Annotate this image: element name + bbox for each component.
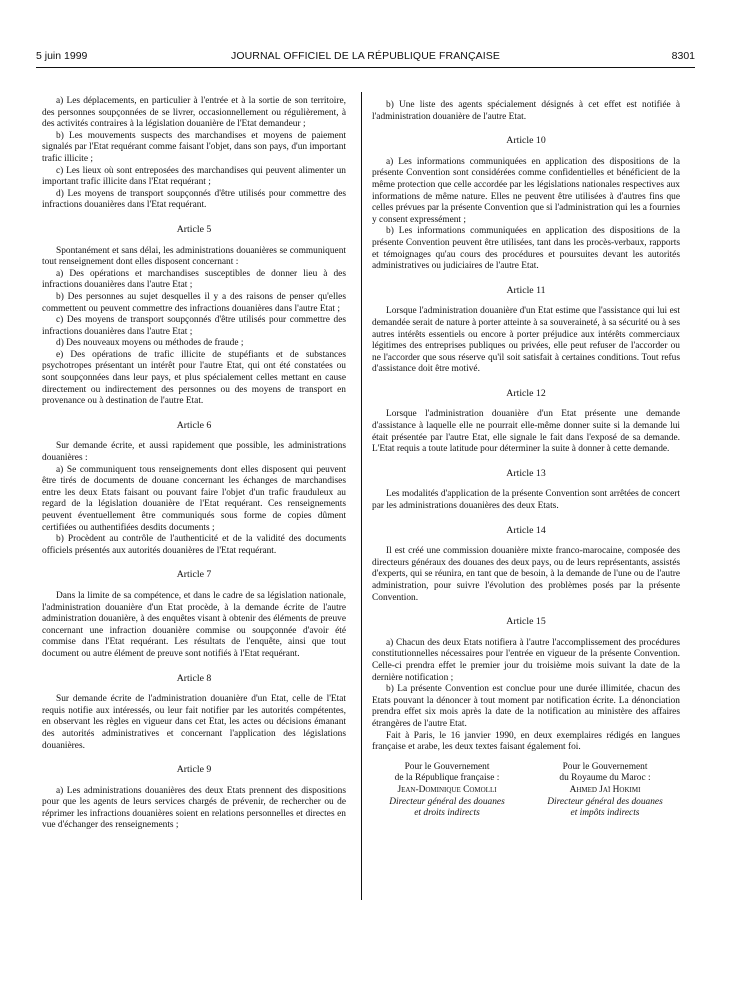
signature-france (372, 762, 522, 820)
paragraph: b) Des personnes au sujet desquelles il y a des raisons de penser qu'elles commettent ou peuvent commettre des infractions douanières dans l'autre Etat ; (42, 291, 346, 314)
paragraph: a) Les déplacements, en particulier à l'entrée et à la sortie de son territoire, des personnes soupçonnées de se livrer, occasionnellement ou régulièrement, à des activités contraires à la législation douanière de l'Etat demandeur ; (42, 96, 346, 130)
article-13-title: Article 13 (506, 467, 546, 479)
signatory-name: Jean-Dominique Comolli (397, 784, 497, 795)
signatory-title: et impôts indirects (570, 808, 640, 819)
paragraph: Dans la limite de sa compétence, et dans le cadre de sa législation nationale, l'administration douanière d'un Etat procède, à la demande écrite de l'autre administration douanière, à des enquêtes visant à obtenir des éléments de preuve concernant une infraction douanière commise ou soupçonnée d'avoir été commise dans l'Etat requérant. Les résultats de l'enquête, ainsi que tout document ou autre élément de preuve sont notifiés à l'Etat requérant. (42, 590, 346, 659)
paragraph: b) Les mouvements suspects des marchandises et moyens de paiement signalés par l'Etat requérant comme faisant l'objet, dans son pays, d'un important trafic illicite ; (42, 130, 346, 164)
article-6-title: Article 6 (176, 419, 212, 431)
paragraph: a) Se communiquent tous renseignements dont elles disposent qui peuvent être tirés de documents de douane concernant les échanges de marchandises entre les deux Etats faisant ou pouvant faire l'objet d'un trafic frauduleux au regard de la législation douanière de l'Etat requérant. Ces renseignements peuvent éventuellement être communiqués sous forme de copies dûment certifiées ou authentifiées desdits documents ; (42, 464, 346, 533)
signatory-title: et droits indirects (414, 808, 480, 819)
left-column (42, 96, 346, 832)
paragraph: c) Des moyens de transport soupçonnés d'être utilisés pour commettre des infractions douanières dans l'autre Etat ; (42, 315, 346, 337)
header-journal-title: JOURNAL OFFICIEL DE LA RÉPUBLIQUE FRANÇAISE (231, 50, 500, 62)
paragraph: b) Procèdent au contrôle de l'authenticité et de la validité des documents officiels présentés aux autorités douanières de l'Etat requérant. (42, 534, 346, 556)
paragraph: b) Une liste des agents spécialement désignés à cet effet est notifiée à l'administration douanière de l'autre Etat. (372, 100, 680, 122)
article-15-title: Article 15 (506, 616, 546, 628)
signature-line: Pour le Gouvernement (562, 761, 648, 772)
paragraph: Les modalités d'application de la présente Convention sont arrêtées de concert par les administrations douanières des deux Etats. (372, 489, 680, 512)
signatory-title: Directeur général des douanes (389, 796, 505, 807)
header-date: 5 juin 1999 (36, 50, 88, 62)
signature-block (372, 762, 680, 820)
paragraph: Spontanément et sans délai, les administrations douanières se communiquent tout renseignement dont elles disposent concernant : (42, 245, 346, 268)
signature-line: Pour le Gouvernement (404, 761, 490, 772)
right-column (372, 100, 680, 820)
article-14-title: Article 14 (506, 524, 546, 536)
column-divider (361, 92, 362, 900)
article-8-title: Article 8 (176, 672, 212, 684)
signature-line: du Royaume du Maroc : (559, 773, 651, 784)
paragraph: a) Les administrations douanières des deux Etats prennent des dispositions pour que les agents de leurs services chargés de prévenir, de rechercher ou de réprimer les infractions douanières soient en relations personnelles et directes en vue d'échanger des renseignements ; (42, 785, 346, 831)
article-11-title: Article 11 (506, 284, 546, 296)
article-12-title: Article 12 (506, 387, 546, 399)
paragraph: a) Les informations communiquées en application des dispositions de la présente Convention sont considérées comme confidentielles et bénéficient de la même protection que celle accordée par les législations nationales respectives aux informations de même nature. Elles ne peuvent être utilisées à d'autres fins que celles prévues par la présente Convention que si l'administration qui les a fournies y consent expressément ; (372, 156, 680, 225)
article-9-title: Article 9 (176, 764, 212, 776)
signature-morocco (530, 762, 680, 820)
paragraph: b) La présente Convention est conclue pour une durée illimitée, chacun des Etats pouvant la dénoncer à tout moment par notification écrite. La dénonciation prendra effet six mois après la date de la notification au ministère des affaires étrangères de l'autre Etat. (372, 684, 680, 729)
paragraph: Sur demande écrite de l'administration douanière d'un Etat, celle de l'Etat requis notifie aux intéressés, ou leur fait notifier par les autorités compétentes, en observant les règles en vigueur dans cet Etat, les actes ou décisions émanant des autorités administratives et concernant l'application des législations douanières. (42, 694, 346, 751)
article-10-title: Article 10 (506, 135, 546, 147)
paragraph: d) Des nouveaux moyens ou méthodes de fraude ; (56, 338, 244, 349)
signatory-name: Ahmed Jaï Hokimi (569, 784, 641, 795)
paragraph: c) Les lieux où sont entreposées des marchandises qui peuvent alimenter un important trafic illicite dans l'Etat requérant ; (42, 165, 346, 188)
paragraph: d) Les moyens de transport soupçonnés d'être utilisés pour commettre des infractions douanières dans l'Etat requérant. (42, 188, 346, 211)
paragraph: Lorsque l'administration douanière d'un Etat présente une demande d'assistance à laquelle elle ne pourrait elle-même donner suite si la demande lui était présentée par l'autre Etat, elle signale le fait dans l'exposé de sa demande. L'Etat requis a toute latitude pour déterminer la suite à donner à cette demande. (372, 409, 680, 455)
header-rule (36, 67, 695, 68)
paragraph: a) Chacun des deux Etats notifiera à l'autre l'accomplissement des procédures constitutionnelles nécessaires pour l'entrée en vigueur de la présente Convention. Celle-ci prendra effet le premier jour du troisième mois suivant la date de la dernière notification ; (372, 637, 680, 683)
paragraph: Sur demande écrite, et aussi rapidement que possible, les administrations douanières : (42, 441, 346, 464)
paragraph: Il est créé une commission douanière mixte franco-marocaine, composée des directeurs généraux des douanes des deux pays, ou de leurs représentants, assistés d'experts, qui se réunira, en tant que de besoin, à la demande de l'une ou de l'autre administration, pour suivre l'évolution des problèmes posés par la présente Convention. (372, 546, 680, 603)
paragraph: b) Les informations communiquées en application des dispositions de la présente Convention peuvent être utilisées, tant dans les procès-verbaux, rapports et témoignages qu'au cours des procédures et poursuites devant les autorités administratives ou judiciaires de l'autre Etat. (372, 226, 680, 272)
paragraph: a) Des opérations et marchandises susceptibles de donner lieu à des infractions douanières dans l'autre Etat ; (42, 268, 346, 291)
article-7-title: Article 7 (176, 569, 212, 581)
closing-paragraph: Fait à Paris, le 16 janvier 1990, en deux exemplaires rédigés en langues française et arabe, les deux textes faisant également foi. (372, 730, 680, 753)
paragraph: e) Des opérations de trafic illicite de stupéfiants et de substances psychotropes présentant un intérêt pour l'autre Etat, qui ont été constatées ou sont soupçonnées dans leur pays, et plus spécialement celles mettant en cause directement ou indirectement des personnes ou des moyens de transport en provenance ou à destination de l'autre Etat. (42, 349, 346, 407)
page-header (36, 50, 695, 68)
signature-line: de la République française : (394, 773, 500, 784)
paragraph: Lorsque l'administration douanière d'un Etat estime que l'assistance qui lui est demandée serait de nature à porter atteinte à sa souveraineté, à sa sécurité ou à ses autres intérêts essentiels ou encore à porter préjudice aux intérêts commerciaux légitimes des entreprises publiques ou privées, elle peut refuser de l'accorder ou ne l'accorder que sous réserve qu'il soit satisfait à certaines conditions. Tout refus d'assistance doit être motivé. (372, 306, 680, 375)
header-page-number: 8301 (671, 50, 695, 62)
article-5-title: Article 5 (176, 223, 212, 235)
signatory-title: Directeur général des douanes (547, 796, 663, 807)
